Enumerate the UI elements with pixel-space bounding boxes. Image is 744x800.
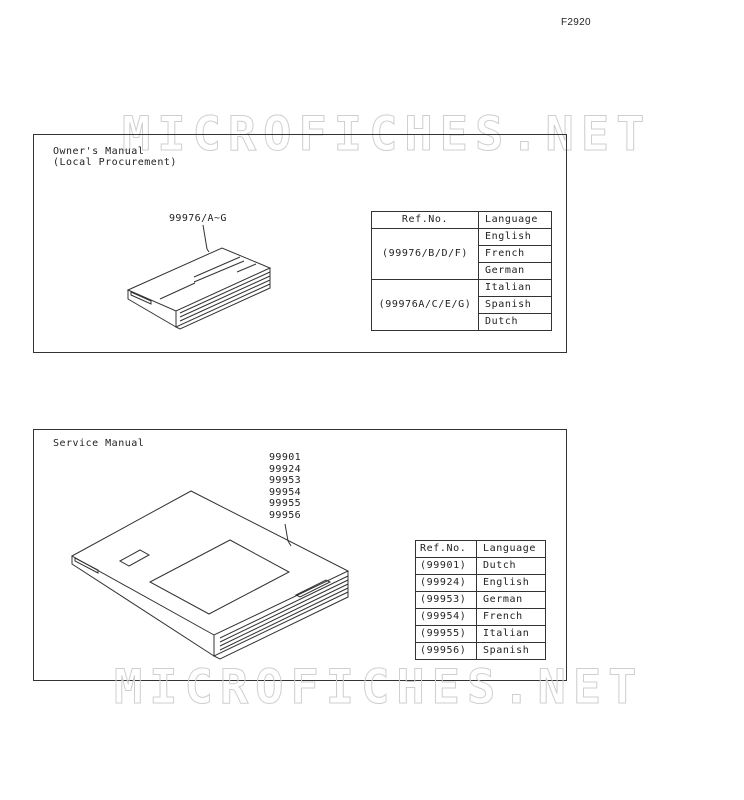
language-cell: French	[479, 246, 552, 263]
part-number: 99955	[269, 498, 302, 509]
language-cell: German	[479, 263, 552, 280]
ref-no-header: Ref.No.	[416, 541, 477, 558]
table-header-row	[416, 541, 546, 558]
part-number: 99901	[269, 452, 302, 463]
language-cell: English	[477, 575, 546, 592]
language-cell: Spanish	[477, 643, 546, 660]
language-header: Language	[477, 541, 546, 558]
ref-no-cell: (99976/B/D/F)	[372, 229, 479, 280]
language-cell: Spanish	[479, 297, 552, 314]
table-row	[372, 229, 552, 246]
language-cell: Italian	[477, 626, 546, 643]
service-manual-title: Service Manual	[53, 438, 145, 449]
table-header-row	[372, 212, 552, 229]
language-cell: Dutch	[479, 314, 552, 331]
ref-no-cell: (99955)	[416, 626, 477, 643]
language-cell: English	[479, 229, 552, 246]
table-row	[416, 558, 546, 575]
part-number: 99956	[269, 509, 302, 521]
owners-manual-panel	[33, 134, 567, 353]
ref-no-cell: (99924)	[416, 575, 477, 592]
service-manual-panel	[33, 429, 567, 681]
ref-no-cell: (99956)	[416, 643, 477, 660]
table-row	[416, 643, 546, 660]
owners-manual-title: Owner's Manual	[53, 146, 145, 157]
language-cell: German	[477, 592, 546, 609]
service-manual-ref-table	[415, 540, 546, 660]
table-row	[416, 592, 546, 609]
owners-manual-part-number: 99976/A~G	[169, 213, 227, 224]
language-cell: French	[477, 609, 546, 626]
table-row	[416, 609, 546, 626]
figure-id: F2920	[561, 17, 591, 28]
ref-no-cell: (99954)	[416, 609, 477, 626]
language-header: Language	[479, 212, 552, 229]
ref-no-cell: (99901)	[416, 558, 477, 575]
part-number: 99924	[269, 463, 302, 475]
owners-manual-ref-table	[371, 211, 552, 331]
watermark-bottom: MICROFICHES.NET	[114, 660, 644, 715]
part-number: 99953	[269, 475, 302, 486]
language-cell: Italian	[479, 280, 552, 297]
table-row	[416, 575, 546, 592]
part-number: 99954	[269, 486, 302, 498]
owners-manual-subtitle: (Local Procurement)	[53, 157, 177, 168]
language-cell: Dutch	[477, 558, 546, 575]
watermark-top: MICROFICHES.NET	[122, 107, 652, 162]
table-row	[416, 626, 546, 643]
ref-no-cell: (99953)	[416, 592, 477, 609]
table-row	[372, 280, 552, 297]
ref-no-header: Ref.No.	[372, 212, 479, 229]
ref-no-cell: (99976A/C/E/G)	[372, 280, 479, 331]
